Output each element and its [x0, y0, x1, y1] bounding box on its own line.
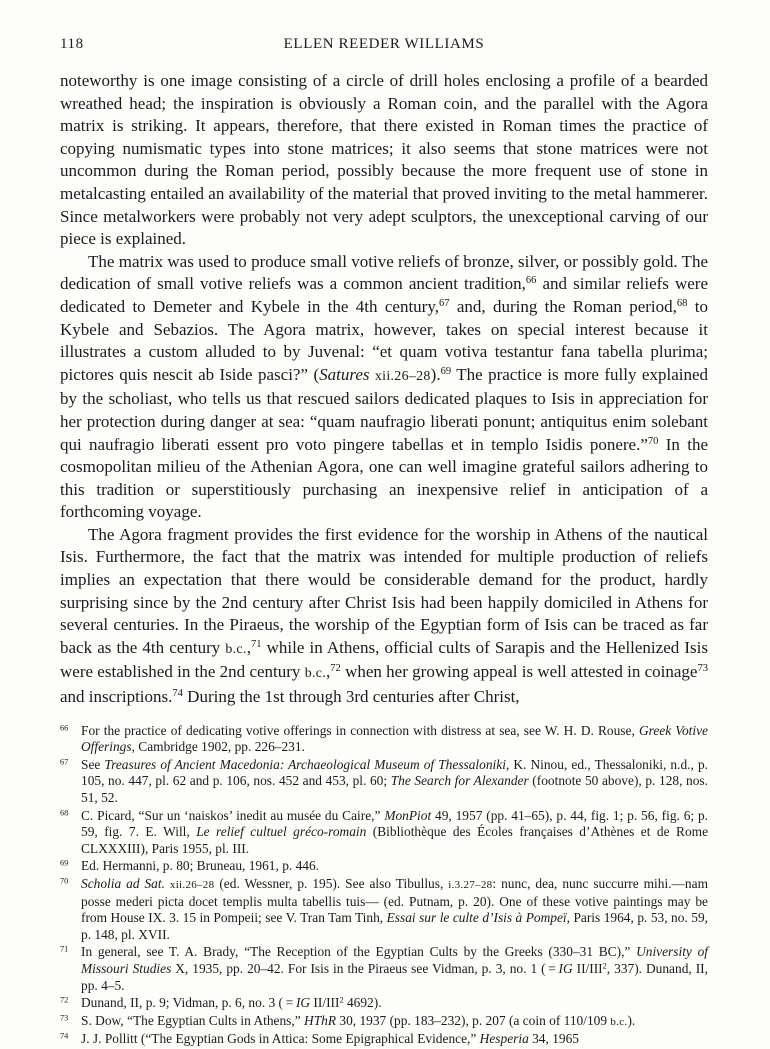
work-title: The Search for Alexander: [390, 773, 529, 789]
text-run: The practice is more fully explained by the scholiast, who tells us that rescued sailors dedicated plaques to Isis in appreciation for her protection during danger at sea: “quam naufragio liberati ponunt; antiquitus enim solebant qui naufragio liberati essent pro voto pingere tabellas et in templo Isidis ponere.”: [60, 364, 709, 454]
journal-title: Hesperia: [479, 1031, 529, 1047]
footnote-number: 74: [60, 1031, 69, 1041]
text-run: to Kybele and Sebazios. The Agora matrix, however, takes on special interest because it illustrates a custom alluded to by Juvenal: “et quam votiva testantur fana tabella plurima; pictores quis nescit ab Iside pasci?” (: [60, 296, 708, 384]
footnote-ref-71[interactable]: 71: [250, 639, 262, 651]
text-run: During the 1st through 3rd centuries after Christ,: [182, 687, 520, 707]
citation-ref: xii.26–28: [374, 368, 431, 384]
footnote-71: [60, 944, 708, 994]
text-run: : nunc, dea, nunc succurre mihi.—nam posse mederi picta docet templis multa tabellis tuis— (ed. Putnam, p. 20). One of these votive paintings may be from House IX. 3. 15 in Pompeii; see V. Tran Tam Tinh,: [81, 875, 708, 926]
text-run: The Agora fragment provides the first evidence for the worship in Athens of the nautical Isis. Furthermore, the fact that the matrix was intended for multiple production of reliefs implies an expectation that there would be considerable demand for the product, hardly surprising since by the 2nd century after Christ Isis had been happily domiciled in Athens for several centuries. In the Piraeus, the worship of the Egyptian form of Isis can be traced as far back as the 4th century: [60, 524, 708, 657]
footnote-66: [60, 723, 708, 756]
running-head: [60, 36, 708, 60]
era-abbrev: b.c.: [610, 1015, 628, 1028]
text-run: ,: [246, 637, 251, 657]
text-run: , K. Ninou, ed., Thessaloniki, n.d., p. 105, no. 447, pl. 62 and p. 106, nos. 452 and 453, pl. 60;: [81, 756, 708, 789]
footnote-number: 69: [60, 858, 69, 868]
era-abbrev: b.c.: [225, 641, 247, 657]
text-run: , 337). Dunand, II, pp. 4–5.: [81, 960, 708, 993]
paragraph-1: [60, 70, 708, 251]
footnote-number: 68: [60, 808, 69, 818]
work-title: Le relief cultuel gréco-romain: [196, 824, 367, 840]
paragraph-2: [60, 251, 708, 524]
text-run: II/III: [310, 995, 340, 1011]
footnote-70: [60, 876, 708, 943]
footnote-67: [60, 757, 708, 807]
footnote-ref-74[interactable]: 74: [172, 688, 183, 700]
journal-title: University of Missouri Studies: [81, 944, 708, 976]
journal-title: HThR: [304, 1012, 337, 1028]
footnote-number: 66: [60, 723, 69, 733]
footnote-69: [60, 858, 708, 875]
work-title: Greek Votive Offerings: [81, 722, 709, 755]
text-run: while in Athens, official cults of Sarapis and the Hellenized Isis were established in the 2nd century: [60, 637, 708, 682]
text-run: In general, see T. A. Brady, “The Reception of the Egyptian Cults by the Greeks (330–31 BC),”: [81, 944, 637, 960]
footnote-ref-67[interactable]: 67: [438, 298, 450, 310]
text-run: J. J. Pollitt (“The Egyptian Gods in Attica: Some Epigraphical Evidence,”: [81, 1031, 480, 1047]
text-run: (footnote 50 above), p. 128, nos. 51, 52.: [81, 773, 708, 805]
edition-superscript: 2: [339, 995, 344, 1005]
corpus-abbrev: IG: [558, 960, 573, 976]
footnote-ref-69[interactable]: 69: [440, 365, 452, 377]
text-run: 4692).: [343, 995, 382, 1011]
footnote-ref-68[interactable]: 68: [676, 298, 688, 310]
text-run: 30, 1937 (pp. 183–232), p. 207 (a coin of 110/109: [336, 1012, 611, 1028]
text-run: Dunand, II, p. 9; Vidman, p. 6, no. 3 ( =: [81, 995, 296, 1011]
text-run: For the practice of dedicating votive offerings in connection with distress at sea, see W. H. D. Rouse,: [81, 722, 639, 738]
footnote-number: 72: [60, 995, 69, 1005]
text-run: , Paris 1964, p. 53, no. 59, p. 148, pl. XVII.: [81, 910, 708, 942]
body-text: [60, 70, 708, 709]
text-run: II/III: [572, 960, 603, 976]
footnote-ref-72[interactable]: 72: [330, 663, 341, 675]
text-run: X, 1935, pp. 20–42. For Isis in the Piraeus see Vidman, p. 3, no. 1 ( =: [171, 960, 559, 976]
footnote-number: 73: [60, 1013, 69, 1023]
footnote-68: [60, 808, 708, 858]
paragraph-3: [60, 524, 708, 709]
footnote-ref-66[interactable]: 66: [525, 275, 537, 287]
citation-ref: xii.26–28: [169, 878, 215, 891]
text-run: and, during the Roman period,: [449, 296, 677, 316]
text-run: ,: [326, 662, 331, 682]
text-run: In the cosmopolitan milieu of the Athenian Agora, one can well imagine grateful sailors adhering to this tradition or superstitiously purchasing an inexpensive relief in anticipation of a forthcoming voyage.: [60, 434, 708, 522]
edition-superscript: 2: [602, 961, 607, 971]
text-run: (ed. Wessner, p. 195). See also Tibullus,: [214, 875, 449, 891]
era-abbrev: b.c.: [304, 666, 327, 682]
text-run: The matrix was used to produce small votive reliefs of bronze, silver, or possibly gold. The dedication of small votive reliefs was a common ancient tradition,: [60, 251, 708, 294]
footnote-72: [60, 995, 708, 1012]
text-run: S. Dow, “The Egyptian Cults in Athens,”: [81, 1012, 305, 1028]
text-run: and inscriptions.: [60, 687, 173, 707]
footnote-number: 67: [60, 757, 69, 767]
text-run: ).: [430, 364, 441, 384]
footnotes: [60, 723, 708, 1048]
work-title: Satures: [319, 364, 370, 384]
work-title: Treasures of Ancient Macedonia: Archaeological Museum of Thessaloniki: [104, 756, 506, 772]
page-number: 118: [60, 36, 84, 52]
footnote-number: 71: [60, 944, 69, 954]
footnote-number: 70: [60, 876, 69, 886]
text-run: 34, 1965: [528, 1031, 579, 1047]
corpus-abbrev: IG: [295, 995, 311, 1011]
text-run: , Cambridge 1902, pp. 226–231.: [131, 739, 305, 755]
citation-ref: i.3.27–28: [448, 878, 493, 891]
footnote-ref-73[interactable]: 73: [697, 663, 708, 675]
text-run: noteworthy is one image consisting of a circle of drill holes enclosing a profile of a bearded wreathed head; the inspiration is obviously a Roman coin, and the parallel with the Agora matrix is striking. It appears, therefore, that there existed in Roman times the practice of copying numismatic types into stone matrices; it also seems that stone matrices were not uncommon during the Roman period, possibly because the more frequent use of stone in metalcasting entailed an availability of the material that proved inviting to the metal hammerer. Since metalworkers were probably not very adept sculptors, the unexceptional carving of our piece is explained.: [60, 71, 708, 249]
text-run: (Bibliothèque des Écoles françaises d’Athènes et de Rome CLXXXIII), Paris 1955, pl. III.: [81, 824, 709, 856]
page: [60, 36, 708, 1049]
work-title: Scholia ad Sat.: [81, 875, 165, 891]
running-title: ELLEN REEDER WILLIAMS: [283, 36, 485, 52]
text-run: 49, 1957 (pp. 41–65), p. 44, fig. 1; p. 56, fig. 6; p. 59, fig. 7. E. Will,: [81, 807, 709, 840]
text-run: ).: [627, 1012, 636, 1028]
journal-title: MonPiot: [384, 807, 432, 823]
work-title: Essai sur le culte d’Isis à Pompeï: [386, 910, 567, 926]
text-run: when her growing appeal is well attested in coinage: [340, 662, 698, 682]
text-run: Ed. Hermanni, p. 80; Bruneau, 1961, p. 446.: [81, 858, 320, 874]
footnote-ref-70[interactable]: 70: [647, 435, 659, 447]
footnote-74: [60, 1031, 708, 1048]
text-run: and similar reliefs were dedicated to Demeter and Kybele in the 4th century,: [60, 274, 709, 316]
text-run: See: [81, 756, 105, 772]
footnote-73: [60, 1013, 708, 1031]
text-run: C. Picard, “Sur un ‘naiskos’ inedit au musée du Caire,”: [81, 807, 385, 823]
